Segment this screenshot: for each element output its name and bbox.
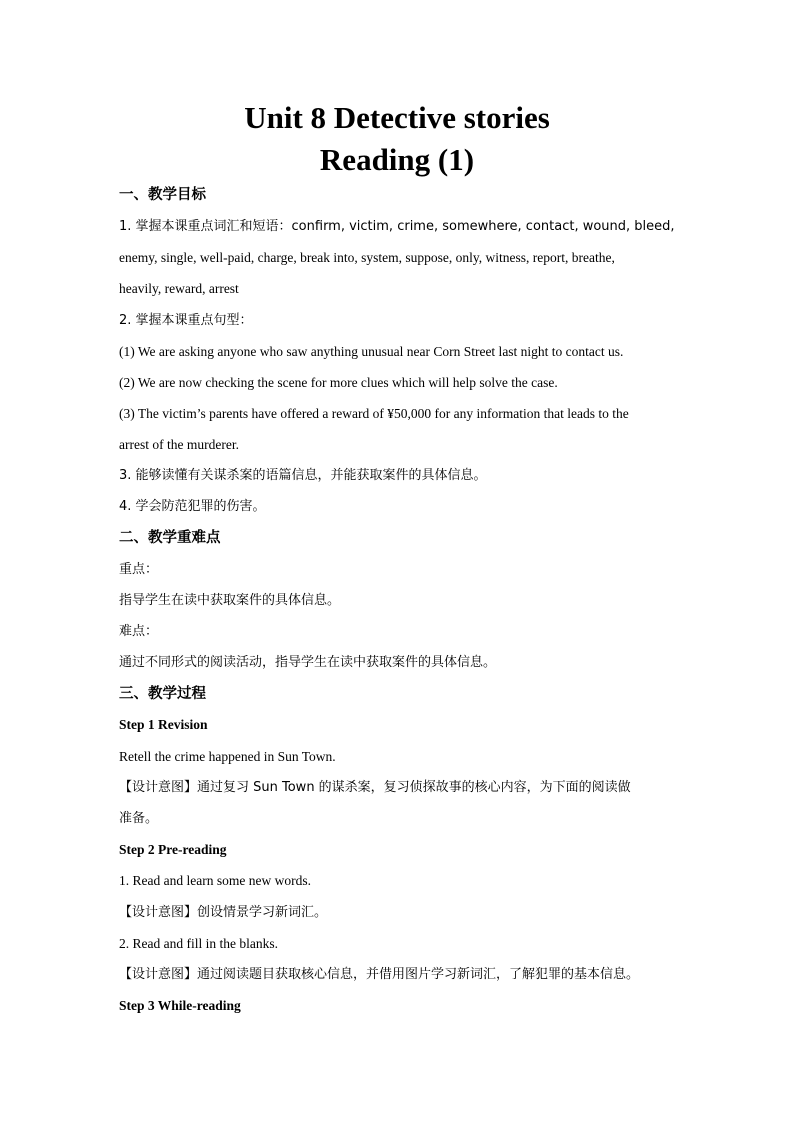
section-heading-objectives: 一、教学目标 (119, 187, 206, 203)
key-point-label: 重点： (119, 562, 159, 577)
key-point-text: 指导学生在读中获取案件的具体信息。 (119, 593, 341, 608)
step-1-design-intent-line-2: 准备。 (119, 811, 159, 826)
step-2-item-2: 2. Read and fill in the blanks. (119, 936, 278, 951)
document-subtitle: Reading (1) (319, 142, 475, 177)
section-heading-process: 三、教学过程 (119, 686, 206, 702)
objective-1-line-1: 1. 掌握本课重点词汇和短语：confirm, victim, crime, somewhere, contact, wound, bleed, (119, 219, 675, 234)
objective-2: 2. 掌握本课重点句型： (119, 313, 253, 328)
document-title: Unit 8 Detective stories (244, 100, 550, 135)
objective-3: 3. 能够读懂有关谋杀案的语篇信息，并能获取案件的具体信息。 (119, 468, 487, 483)
objective-1-line-2: enemy, single, well-paid, charge, break into, system, suppose, only, witness, report, breathe, (119, 250, 615, 265)
step-3-heading: Step 3 While-reading (119, 998, 241, 1013)
objective-1-line-3: heavily, reward, arrest (119, 281, 239, 296)
step-2-design-intent-2: 【设计意图】通过阅读题目获取核心信息，并借用图片学习新词汇，了解犯罪的基本信息。 (119, 967, 640, 982)
step-1-design-intent-line-1: 【设计意图】通过复习 Sun Town 的谋杀案，复习侦探故事的核心内容，为下面的阅读做 (119, 780, 631, 795)
difficult-point-text: 通过不同形式的阅读活动，指导学生在读中获取案件的具体信息。 (119, 655, 497, 670)
step-2-heading: Step 2 Pre-reading (119, 842, 227, 857)
step-1-text: Retell the crime happened in Sun Town. (119, 749, 336, 764)
sentence-pattern-1: (1) We are asking anyone who saw anything unusual near Corn Street last night to contact us. (119, 344, 624, 359)
sentence-pattern-3-line-1: (3) The victim’s parents have offered a reward of ¥50,000 for any information that leads to the (119, 406, 629, 421)
step-2-design-intent-1: 【设计意图】创设情景学习新词汇。 (119, 905, 328, 920)
sentence-pattern-3-line-2: arrest of the murderer. (119, 437, 239, 452)
sentence-pattern-2: (2) We are now checking the scene for more clues which will help solve the case. (119, 375, 558, 390)
difficult-point-label: 难点： (119, 624, 159, 639)
section-heading-key-points: 二、教学重难点 (119, 530, 221, 546)
objective-4: 4. 学会防范犯罪的伤害。 (119, 499, 266, 514)
step-2-item-1: 1. Read and learn some new words. (119, 873, 311, 888)
step-1-heading: Step 1 Revision (119, 717, 208, 732)
